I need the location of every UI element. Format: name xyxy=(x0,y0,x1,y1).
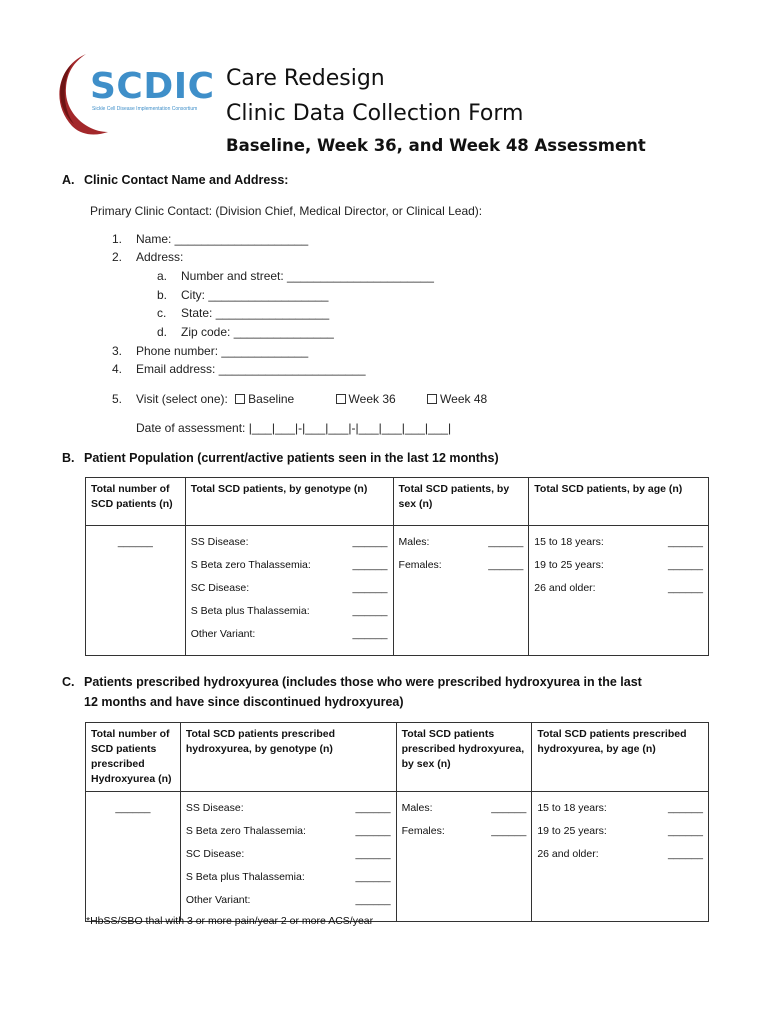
sex-label: Males: xyxy=(401,802,433,814)
genotype-blank[interactable]: ______ xyxy=(355,825,391,837)
age-blank[interactable]: ______ xyxy=(667,559,703,571)
age-label: 15 to 18 years: xyxy=(534,536,604,548)
logo-text: SCDIC xyxy=(90,66,215,107)
genotype-blank[interactable]: ______ xyxy=(352,628,388,640)
section-a-letter: A. xyxy=(62,173,75,187)
genotype-blank[interactable]: ______ xyxy=(355,871,391,883)
genotype-row[interactable] xyxy=(191,605,388,628)
age-label: 26 and older: xyxy=(534,582,596,594)
age-row[interactable] xyxy=(534,559,703,582)
city-field-label: City: __________________ xyxy=(181,288,329,302)
genotype-label: SS Disease: xyxy=(185,802,244,814)
genotype-label: S Beta zero Thalassemia: xyxy=(190,559,311,571)
age-blank[interactable]: ______ xyxy=(667,802,703,814)
visit-option-baseline[interactable] xyxy=(235,392,294,406)
street-field[interactable] xyxy=(157,269,434,283)
name-field-label: Name: ____________________ xyxy=(136,232,309,246)
table-header: Total SCD patients, by age (n) xyxy=(529,478,709,526)
age-row[interactable] xyxy=(534,582,703,605)
form-title-line2: Clinic Data Collection Form xyxy=(226,101,524,126)
genotype-blank[interactable]: ______ xyxy=(352,536,388,548)
table-header: Total SCD patients, by genotype (n) xyxy=(185,478,393,526)
genotype-label: S Beta plus Thalassemia: xyxy=(190,605,310,617)
hydroxyurea-table xyxy=(85,722,709,922)
zip-field[interactable] xyxy=(157,325,334,339)
table-header: Total number of SCD patients prescribed Hydroxyurea (n) xyxy=(86,723,181,792)
age-row[interactable] xyxy=(534,536,703,559)
state-field[interactable] xyxy=(157,306,329,320)
sex-label: Males: xyxy=(398,536,430,548)
name-field[interactable] xyxy=(112,232,308,246)
genotype-row[interactable] xyxy=(191,536,388,559)
email-field[interactable] xyxy=(112,362,366,376)
item-letter: a. xyxy=(157,269,168,283)
genotype-row[interactable] xyxy=(186,825,391,848)
sex-blank[interactable]: ______ xyxy=(491,825,527,837)
item-number: 5. xyxy=(112,392,123,406)
genotype-row[interactable] xyxy=(186,894,391,917)
assessment-date-field[interactable]: Date of assessment: |___|___|-|___|___|-|___|___|___|___| xyxy=(136,421,452,435)
section-c-title-line1: Patients prescribed hydroxyurea (includes those who were prescribed hydroxyurea in the last xyxy=(84,675,642,689)
city-field[interactable] xyxy=(157,288,328,302)
visit-option-label: Week 36 xyxy=(348,392,396,406)
item-number: 2. xyxy=(112,250,123,264)
sex-cell xyxy=(396,792,532,922)
section-a-heading xyxy=(62,173,288,187)
sex-blank[interactable]: ______ xyxy=(488,559,524,571)
table-header: Total SCD patients prescribed hydroxyurea, by genotype (n) xyxy=(180,723,396,792)
item-number: 1. xyxy=(112,232,123,246)
genotype-blank[interactable]: ______ xyxy=(355,848,391,860)
genotype-row[interactable] xyxy=(186,871,391,894)
age-label: 15 to 18 years: xyxy=(537,802,607,814)
footnote: *HbSS/SBO thal with 3 or more pain/year 2 or more ACS/year xyxy=(86,915,374,927)
genotype-row[interactable] xyxy=(186,802,391,825)
genotype-blank[interactable]: ______ xyxy=(355,894,391,906)
total-patients-field[interactable]: ______ xyxy=(86,526,186,656)
age-blank[interactable]: ______ xyxy=(667,825,703,837)
age-cell xyxy=(532,792,709,922)
item-letter: c. xyxy=(157,306,167,320)
checkbox-icon[interactable] xyxy=(235,394,245,404)
section-b-letter: B. xyxy=(62,451,75,465)
genotype-blank[interactable]: ______ xyxy=(352,605,388,617)
genotype-label: SC Disease: xyxy=(190,582,250,594)
primary-contact-intro: Primary Clinic Contact: (Division Chief, Medical Director, or Clinical Lead): xyxy=(90,204,483,218)
genotype-row[interactable] xyxy=(191,559,388,582)
genotype-label: Other Variant: xyxy=(190,628,256,640)
sex-label: Females: xyxy=(398,559,442,571)
age-label: 19 to 25 years: xyxy=(537,825,607,837)
age-row[interactable] xyxy=(537,848,703,871)
state-field-label: State: _________________ xyxy=(181,306,330,320)
table-header: Total SCD patients, by sex (n) xyxy=(393,478,529,526)
sex-row[interactable] xyxy=(399,559,524,582)
genotype-blank[interactable]: ______ xyxy=(352,582,388,594)
checkbox-icon[interactable] xyxy=(336,394,346,404)
genotype-label: SS Disease: xyxy=(190,536,249,548)
genotype-row[interactable] xyxy=(186,848,391,871)
item-number: 3. xyxy=(112,344,123,358)
form-subtitle: Baseline, Week 36, and Week 48 Assessment xyxy=(226,136,646,155)
address-label-text: Address: xyxy=(136,250,184,264)
street-field-label: Number and street: ______________________ xyxy=(181,269,434,283)
visit-option-week36[interactable] xyxy=(336,392,396,406)
visit-select xyxy=(112,392,487,406)
sex-cell xyxy=(393,526,529,656)
phone-field[interactable] xyxy=(112,344,308,358)
age-label: 26 and older: xyxy=(537,848,599,860)
item-letter: b. xyxy=(157,288,168,302)
age-cell xyxy=(529,526,709,656)
age-blank[interactable]: ______ xyxy=(667,536,703,548)
item-letter: d. xyxy=(157,325,168,339)
visit-label: Visit (select one): xyxy=(136,392,228,406)
section-c-title-line2: 12 months and have since discontinued hydroxyurea) xyxy=(84,695,404,709)
genotype-label: SC Disease: xyxy=(185,848,245,860)
section-a-title: Clinic Contact Name and Address: xyxy=(84,173,289,187)
genotype-blank[interactable]: ______ xyxy=(355,802,391,814)
item-number: 4. xyxy=(112,362,123,376)
visit-option-label: Week 48 xyxy=(440,392,488,406)
total-hydroxyurea-field[interactable]: ______ xyxy=(86,792,181,922)
visit-option-week48[interactable] xyxy=(427,392,487,406)
genotype-row[interactable] xyxy=(191,582,388,605)
sex-row[interactable] xyxy=(399,536,524,559)
age-blank[interactable]: ______ xyxy=(667,582,703,594)
table-header: Total SCD patients prescribed hydroxyurea, by age (n) xyxy=(532,723,709,792)
age-row[interactable] xyxy=(537,802,703,825)
zip-field-label: Zip code: _______________ xyxy=(181,325,334,339)
table-header: Total SCD patients prescribed hydroxyurea, by sex (n) xyxy=(396,723,532,792)
sex-row[interactable] xyxy=(402,802,527,825)
checkbox-icon[interactable] xyxy=(427,394,437,404)
sex-label: Females: xyxy=(401,825,445,837)
genotype-cell xyxy=(180,792,396,922)
sex-blank[interactable]: ______ xyxy=(491,802,527,814)
logo-subtext: Sickle Cell Disease Implementation Consortium xyxy=(92,106,198,112)
section-c-letter: C. xyxy=(62,675,75,689)
phone-field-label: Phone number: _____________ xyxy=(136,344,309,358)
genotype-row[interactable] xyxy=(191,628,388,651)
genotype-label: S Beta plus Thalassemia: xyxy=(185,871,305,883)
address-label xyxy=(112,250,183,264)
patient-population-table xyxy=(85,477,709,656)
age-blank[interactable]: ______ xyxy=(667,848,703,860)
genotype-label: S Beta zero Thalassemia: xyxy=(185,825,306,837)
genotype-blank[interactable]: ______ xyxy=(352,559,388,571)
section-b-title: Patient Population (current/active patients seen in the last 12 months) xyxy=(84,451,499,465)
sex-row[interactable] xyxy=(402,825,527,848)
genotype-label: Other Variant: xyxy=(185,894,251,906)
age-label: 19 to 25 years: xyxy=(534,559,604,571)
form-title-line1: Care Redesign xyxy=(226,66,385,91)
email-field-label: Email address: ______________________ xyxy=(136,362,366,376)
visit-option-label: Baseline xyxy=(248,392,295,406)
section-b-heading xyxy=(62,451,499,465)
section-c-heading xyxy=(62,675,642,689)
scdic-logo xyxy=(50,52,215,136)
genotype-cell xyxy=(185,526,393,656)
table-header: Total number of SCD patients (n) xyxy=(86,478,186,526)
age-row[interactable] xyxy=(537,825,703,848)
sex-blank[interactable]: ______ xyxy=(488,536,524,548)
